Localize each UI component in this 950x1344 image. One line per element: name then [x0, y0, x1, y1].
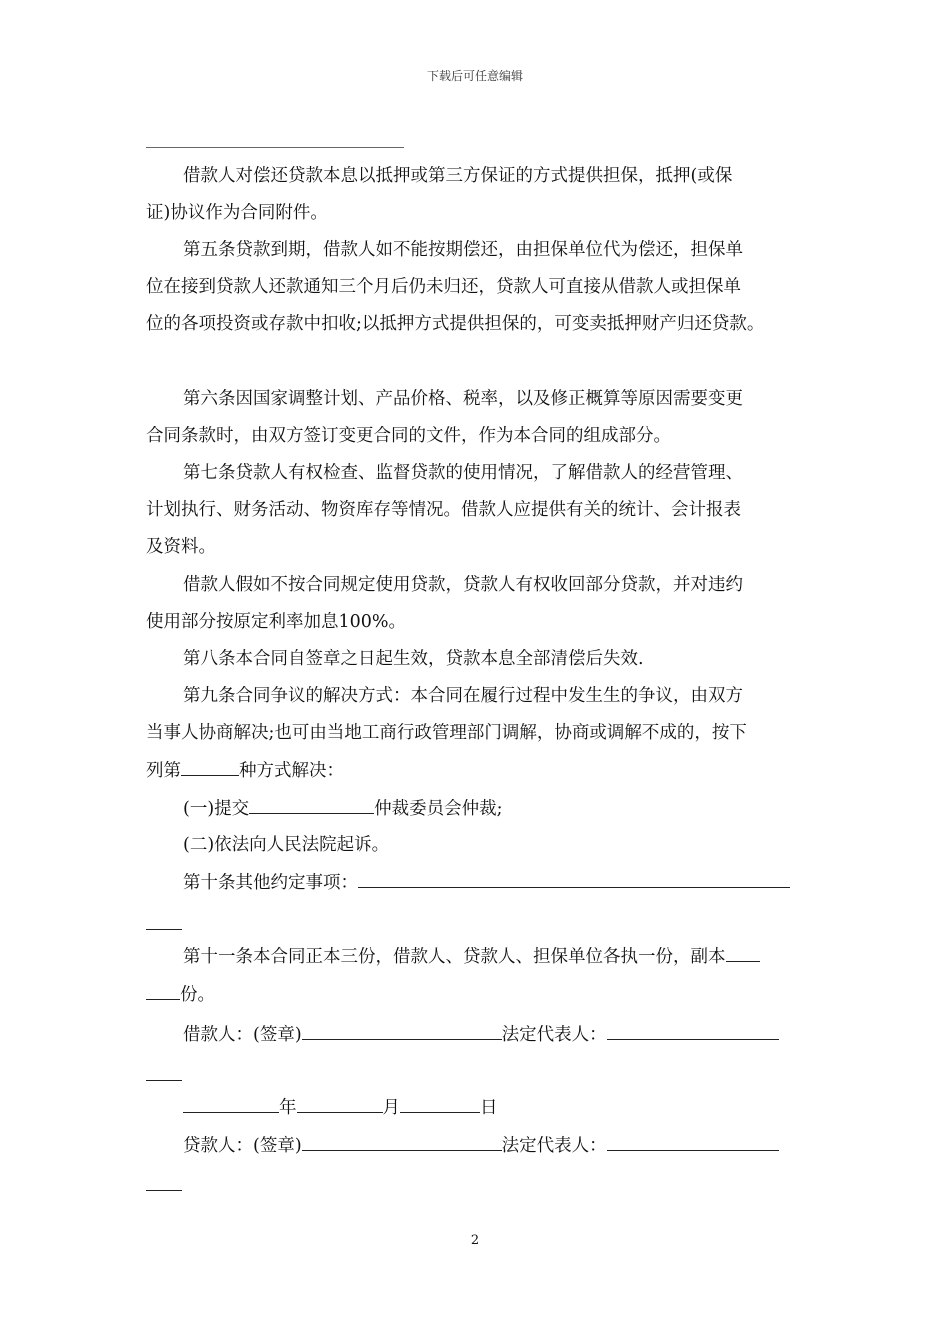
- misuse-clause-l2: 使用部分按原定利率加息100%。: [146, 612, 407, 632]
- borrower-rep-blank[interactable]: [607, 1024, 779, 1040]
- article-8: 第八条本合同自签章之日起生效，贷款本息全部清偿后失效.: [183, 649, 644, 669]
- day-label: 日: [480, 1098, 498, 1118]
- article-7-l3: 及资料。: [146, 537, 216, 557]
- method-number-blank[interactable]: [181, 760, 239, 776]
- article-11-l2-text: 份。: [180, 985, 215, 1005]
- blank-line: [146, 147, 404, 148]
- other-matters-blank[interactable]: [358, 872, 790, 888]
- borrower-signature-row: [183, 1024, 779, 1045]
- article-5-l1: 第五条贷款到期，借款人如不能按期偿还，由担保单位代为偿还，担保单: [183, 240, 743, 260]
- year-blank[interactable]: [183, 1097, 279, 1113]
- article-7-l2: 计划执行、财务活动、物资库存等情况。借款人应提供有关的统计、会计报表: [146, 500, 741, 520]
- borrower-rep-label: 法定代表人：: [501, 1025, 607, 1045]
- article-10-label: 第十条其他约定事项：: [183, 873, 358, 893]
- para-guarantee-l2: 证)协议作为合同附件。: [146, 203, 328, 223]
- borrower-seal-blank[interactable]: [302, 1024, 502, 1040]
- borrower-rep-blank-cont: [146, 1080, 182, 1081]
- arbitration-committee-blank[interactable]: [249, 798, 374, 814]
- article-9-l2: 当事人协商解决;也可由当地工商行政管理部门调解，协商或调解不成的，按下: [146, 723, 747, 743]
- lender-rep-label: 法定代表人：: [501, 1136, 607, 1156]
- article-10: [183, 872, 790, 893]
- other-matters-blank-cont: [146, 929, 182, 930]
- article-9-l3: [146, 760, 344, 781]
- borrower-label: 借款人：(签章): [183, 1025, 302, 1045]
- article-7-l1: 第七条贷款人有权检查、监督贷款的使用情况，了解借款人的经营管理、: [183, 463, 743, 483]
- copies-blank-cont: [146, 984, 180, 1000]
- article-5-l3: 位的各项投资或存款中扣收;以抵押方式提供担保的，可变卖抵押财产归还贷款。: [146, 314, 765, 334]
- option-arbitration: [183, 798, 503, 819]
- article-6-l1: 第六条因国家调整计划、产品价格、税率，以及修正概算等原因需要变更: [183, 389, 743, 409]
- article-11-text: 第十一条本合同正本三份，借款人、贷款人、担保单位各执一份，副本: [183, 947, 726, 967]
- page-number: 2: [470, 1233, 480, 1248]
- misuse-clause-l1: 借款人假如不按合同规定使用贷款，贷款人有权收回部分贷款，并对违约: [183, 575, 743, 595]
- copies-blank[interactable]: [726, 946, 760, 962]
- article-11-l1: [183, 946, 760, 967]
- month-label: 月: [382, 1098, 400, 1118]
- article-9-l1: 第九条合同争议的解决方式：本合同在履行过程中发生生的争议，由双方: [183, 686, 743, 706]
- lender-seal-blank[interactable]: [302, 1135, 502, 1151]
- lender-rep-blank-cont: [146, 1190, 182, 1191]
- page-header: 下载后可任意编辑: [426, 69, 523, 83]
- article-5-l2: 位在接到贷款人还款通知三个月后仍未归还，贷款人可直接从借款人或担保单: [146, 277, 741, 297]
- date-row: [183, 1097, 498, 1118]
- lender-signature-row: [183, 1135, 779, 1156]
- article-6-l2: 合同条款时，由双方签订变更合同的文件，作为本合同的组成部分。: [146, 426, 671, 446]
- article-9-l3-prefix: 列第: [146, 761, 181, 781]
- month-blank[interactable]: [297, 1097, 383, 1113]
- option-court: (二)依法向人民法院起诉。: [183, 835, 390, 855]
- option-arbitration-prefix: (一)提交: [183, 799, 250, 819]
- article-11-l2: [146, 984, 215, 1005]
- lender-label: 贷款人：(签章): [183, 1136, 302, 1156]
- day-blank[interactable]: [400, 1097, 480, 1113]
- option-arbitration-suffix: 仲裁委员会仲裁;: [374, 799, 503, 819]
- year-label: 年: [279, 1098, 297, 1118]
- lender-rep-blank[interactable]: [607, 1135, 779, 1151]
- para-guarantee-l1: 借款人对偿还贷款本息以抵押或第三方保证的方式提供担保，抵押(或保: [183, 166, 733, 186]
- article-9-l3-suffix: 种方式解决：: [239, 761, 344, 781]
